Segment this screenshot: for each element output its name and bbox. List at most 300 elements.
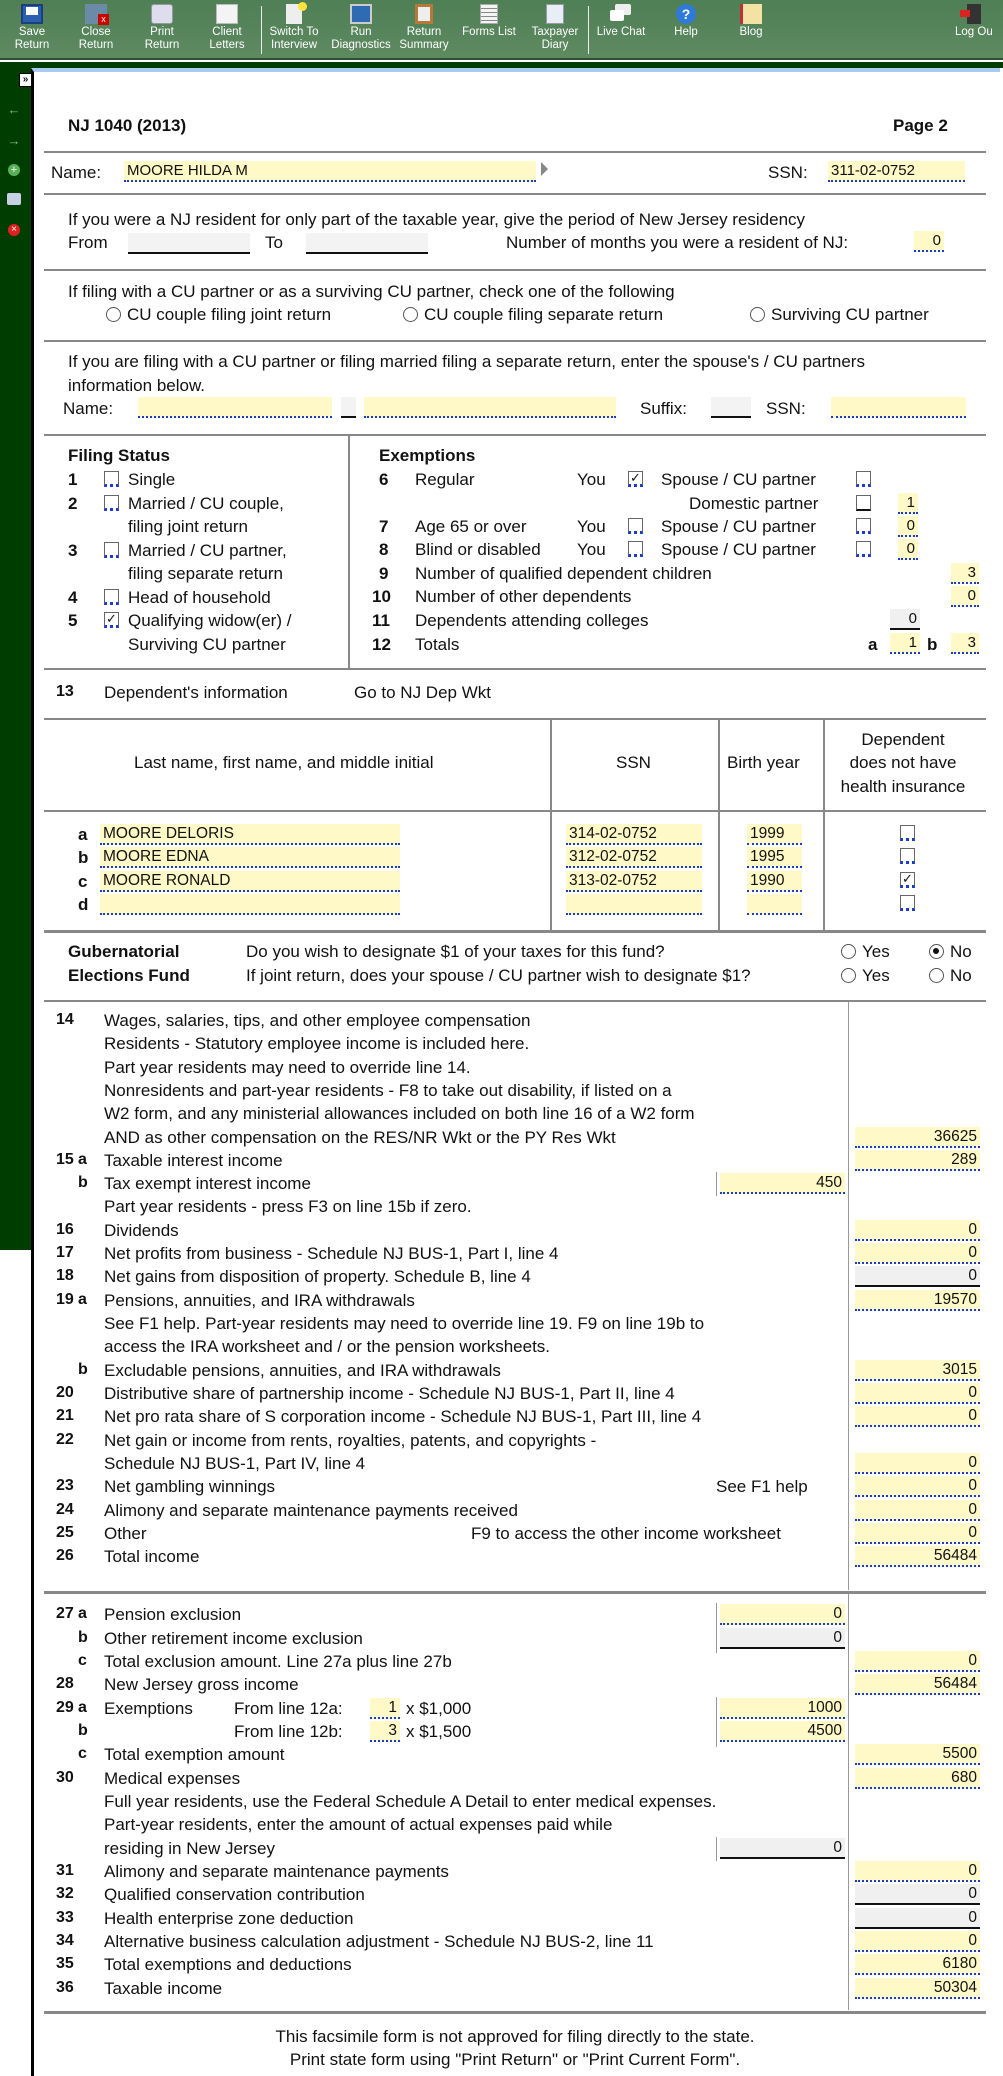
- name-label: Name:: [51, 163, 102, 182]
- no-insurance-checkbox[interactable]: [900, 895, 915, 911]
- switch-to-interview-button[interactable]: Switch To Interview: [263, 4, 325, 52]
- dependent-ssn-field[interactable]: [566, 894, 702, 915]
- toolbar: [0, 0, 1003, 60]
- forward-arrow-icon[interactable]: →: [7, 133, 21, 148]
- line-number: 15: [56, 1151, 74, 1168]
- line-12b-label: b: [927, 635, 938, 654]
- spouse-instructions: If you are filing with a CU partner or filing married filing a separate return, enter the spouse's / CU partners: [68, 352, 865, 371]
- line-label: Excludable pensions, annuities, and IRA withdrawals: [104, 1361, 501, 1380]
- line-label: Health enterprise zone deduction: [104, 1909, 354, 1928]
- line-14-field[interactable]: 36625: [855, 1127, 980, 1148]
- dependent-birth-year-field[interactable]: 1995: [747, 847, 802, 868]
- line-14-text: AND as other compensation on the RES/NR Wkt or the PY Res Wkt: [104, 1127, 616, 1147]
- line-27c-field[interactable]: 0: [855, 1651, 980, 1672]
- domestic-partner-label: Domestic partner: [689, 494, 819, 513]
- filing-status-title: Filing Status: [68, 446, 170, 465]
- close-return-button[interactable]: x Close Return: [65, 4, 127, 52]
- line-sub-letter: a: [78, 1605, 87, 1622]
- from-label: From: [68, 233, 108, 252]
- line-27a-field[interactable]: 0: [720, 1604, 845, 1625]
- dependent-name-field[interactable]: MOORE DELORIS: [100, 824, 400, 845]
- filing-status-label: Surviving CU partner: [128, 635, 286, 654]
- live-chat-button[interactable]: Live Chat: [590, 4, 652, 39]
- line-16-field[interactable]: 0: [855, 1220, 980, 1241]
- line-number: 21: [56, 1407, 74, 1424]
- column-divider: [716, 1697, 717, 1747]
- line-label: Exemptions: [104, 1699, 193, 1718]
- line-number: 9: [379, 564, 389, 583]
- line-sub-letter: b: [78, 1174, 88, 1191]
- line-19a-field[interactable]: 19570: [855, 1290, 980, 1311]
- line-21-field[interactable]: 0: [855, 1406, 980, 1427]
- spouse-middle-initial-field[interactable]: [341, 397, 356, 418]
- forms-list-button[interactable]: Forms List: [458, 4, 520, 39]
- line-28-field[interactable]: 56484: [855, 1674, 980, 1695]
- column-divider: [348, 436, 350, 668]
- line-number: 27: [56, 1605, 74, 1622]
- line-32-field[interactable]: 0: [855, 1884, 980, 1905]
- dependent-birth-year-field[interactable]: [747, 894, 802, 915]
- spouse-last-name-field[interactable]: [138, 397, 332, 418]
- line-label: Total exemption amount: [104, 1745, 285, 1764]
- gubernatorial-question-2: If joint return, does your spouse / CU partner wish to designate $1?: [246, 966, 751, 985]
- spouse-first-name-field[interactable]: [364, 397, 616, 418]
- line-number: 36: [56, 1979, 74, 1996]
- dependent-name-field[interactable]: MOORE EDNA: [100, 847, 400, 868]
- dependent-birth-year-field[interactable]: 1999: [747, 824, 802, 845]
- divider: [44, 151, 986, 153]
- line-19-note: access the IRA worksheet and / or the pension worksheets.: [104, 1337, 551, 1356]
- line-label: Number of qualified dependent children: [415, 564, 712, 583]
- filing-status-label: Married / CU partner,: [128, 541, 287, 560]
- divider: [44, 269, 986, 271]
- return-summary-button[interactable]: Return Summary: [393, 4, 455, 52]
- divider: [44, 810, 986, 812]
- line-14-text: Wages, salaries, tips, and other employee compensation: [104, 1011, 531, 1030]
- dependents-title: Dependent's information: [104, 683, 288, 702]
- line-14-text: Nonresidents and part-year residents - F8 to take out disability, if listed on a: [104, 1080, 672, 1100]
- divider: [44, 930, 986, 933]
- line-number: 34: [56, 1932, 74, 1949]
- column-header-insurance: does not have: [849, 753, 957, 772]
- filing-status-label: Single: [128, 470, 176, 489]
- page-number: Page 2: [893, 116, 948, 135]
- spouse-instructions-2: information below.: [68, 376, 206, 395]
- suffix-label: Suffix:: [640, 399, 687, 418]
- back-arrow-icon[interactable]: ←: [7, 102, 21, 117]
- line-sub-letter: a: [78, 1291, 87, 1308]
- divider: [44, 193, 986, 195]
- line-label: Taxable interest income: [104, 1151, 283, 1170]
- line-label: Age 65 or over: [415, 517, 527, 536]
- footer-disclaimer: Print state form using "Print Return" or "Print Current Form".: [289, 2050, 741, 2069]
- help-button[interactable]: ? Help: [674, 6, 698, 38]
- line-label: Medical expenses: [104, 1769, 241, 1788]
- divider: [44, 718, 986, 720]
- line-number: 20: [56, 1384, 74, 1401]
- line-sub-letter: b: [78, 1629, 88, 1646]
- months-label: Number of months you were a resident of NJ:: [506, 233, 849, 252]
- clipboard-icon: [415, 4, 433, 24]
- line-31-field[interactable]: 0: [855, 1861, 980, 1882]
- line-20-field[interactable]: 0: [855, 1383, 980, 1404]
- cu-separate-radio[interactable]: [403, 307, 418, 322]
- yes-label: Yes: [862, 942, 890, 961]
- row-letter: c: [78, 872, 88, 891]
- blog-button[interactable]: Blog: [720, 4, 782, 39]
- filing-status-married-separate-checkbox[interactable]: [104, 542, 119, 558]
- dependent-ssn-field[interactable]: 312-02-0752: [566, 847, 702, 868]
- you-label: You: [577, 470, 606, 489]
- line-19b-field[interactable]: 3015: [855, 1360, 980, 1381]
- line-label: Alternative business calculation adjustment - Schedule NJ BUS-2, line 11: [104, 1932, 654, 1951]
- ssn-label: SSN:: [768, 163, 808, 182]
- line-14-text: Part year residents may need to override line 14.: [104, 1057, 471, 1077]
- cu-separate-label: CU couple filing separate return: [424, 305, 664, 324]
- line-label: Tax exempt interest income: [104, 1174, 311, 1193]
- spouse-ssn-label: SSN:: [766, 399, 806, 418]
- line-18-field[interactable]: 0: [855, 1266, 980, 1287]
- line-number: 23: [56, 1477, 74, 1494]
- age65-you-checkbox[interactable]: [628, 518, 643, 534]
- column-header-insurance: Dependent: [861, 730, 945, 749]
- line-22-field[interactable]: 0: [855, 1453, 980, 1474]
- line-number: 30: [56, 1769, 74, 1786]
- line-27b-field[interactable]: 0: [720, 1628, 845, 1649]
- column-header-birth-year: Birth year: [727, 753, 800, 772]
- printer-icon: [151, 4, 173, 24]
- multiplier-label: x $1,000: [406, 1699, 472, 1718]
- line-8-total-field[interactable]: 0: [898, 539, 918, 560]
- you-label: You: [577, 540, 606, 559]
- domestic-partner-checkbox[interactable]: [856, 495, 871, 511]
- line-35-field[interactable]: 6180: [855, 1954, 980, 1975]
- dependent-name-field[interactable]: [100, 894, 400, 915]
- line-label: Net gain or income from rents, royalties, patents, and copyrights -: [104, 1431, 597, 1450]
- line-number: 35: [56, 1955, 74, 1972]
- name-arrow-icon[interactable]: [541, 162, 548, 176]
- line-29a-field[interactable]: 1000: [720, 1698, 845, 1719]
- cu-instructions: If filing with a CU partner or as a surviving CU partner, check one of the following: [68, 282, 675, 301]
- divider: [44, 340, 986, 342]
- notepad-pencil-icon: [546, 4, 564, 24]
- line-7-total-field[interactable]: 0: [898, 516, 918, 537]
- line-number: 11: [372, 611, 390, 630]
- divider: [44, 2011, 986, 2014]
- filing-status-label: Head of household: [128, 588, 271, 607]
- column-header-insurance: health insurance: [840, 777, 966, 796]
- form-title: NJ 1040 (2013): [68, 116, 187, 135]
- line-30-note: Full year residents, use the Federal Schedule A Detail to enter medical expenses.: [104, 1792, 717, 1811]
- dependent-ssn-field[interactable]: 313-02-0752: [566, 871, 702, 892]
- cu-joint-radio[interactable]: [106, 307, 121, 322]
- you-label: You: [577, 517, 606, 536]
- client-letters-button[interactable]: Client Letters: [196, 4, 258, 52]
- row-letter: a: [78, 825, 88, 844]
- surviving-cu-label: Surviving CU partner: [771, 305, 929, 324]
- spouse-ssn-field[interactable]: [831, 397, 966, 418]
- print-icon[interactable]: [7, 193, 21, 205]
- print-return-button[interactable]: Print Return: [131, 4, 193, 52]
- line-24-field[interactable]: 0: [855, 1500, 980, 1521]
- no-label: No: [950, 966, 972, 985]
- line-6-total-field[interactable]: 1: [898, 493, 918, 514]
- line-number: 33: [56, 1909, 74, 1926]
- line-label: Qualified conservation contribution: [104, 1885, 365, 1904]
- to-label: To: [265, 233, 283, 252]
- line-number: 14: [56, 1011, 74, 1028]
- column-header-name: Last name, first name, and middle initial: [134, 753, 434, 772]
- line-number: 29: [56, 1699, 74, 1716]
- line-label: Alimony and separate maintenance payments: [104, 1862, 449, 1881]
- line-9-field[interactable]: 3: [951, 563, 979, 584]
- line-label: Total exemptions and deductions: [104, 1955, 352, 1974]
- line-label: Regular: [415, 470, 475, 489]
- divider: [44, 668, 986, 670]
- line-number: 24: [56, 1501, 74, 1518]
- folder-close-icon: x: [85, 4, 107, 24]
- line-12b-field[interactable]: 3: [951, 633, 979, 654]
- column-divider: [823, 720, 825, 930]
- line-number: 6: [379, 470, 389, 489]
- divider: [44, 434, 986, 436]
- no-insurance-checkbox[interactable]: ✓: [900, 872, 915, 888]
- line-number: 16: [56, 1221, 74, 1238]
- line-30-field[interactable]: 680: [855, 1768, 980, 1789]
- months-resident-field[interactable]: 0: [914, 231, 944, 252]
- line-label: Dividends: [104, 1221, 179, 1240]
- gubernatorial-question-1: Do you wish to designate $1 of your taxes for this fund?: [246, 942, 665, 961]
- expand-panel-button[interactable]: »: [19, 73, 32, 87]
- line-14-text: Residents - Statutory employee income is included here.: [104, 1034, 530, 1054]
- line-34-field[interactable]: 0: [855, 1931, 980, 1952]
- dependent-birth-year-field[interactable]: 1990: [747, 871, 802, 892]
- line-number: 1: [68, 470, 78, 489]
- logout-door-icon: [967, 4, 981, 24]
- line-number: 28: [56, 1675, 74, 1692]
- line-sub-letter: b: [78, 1722, 88, 1739]
- footer-disclaimer: This facsimile form is not approved for filing directly to the state.: [275, 2027, 755, 2046]
- line-number: 22: [56, 1431, 74, 1448]
- save-return-button[interactable]: Save Return: [1, 4, 63, 52]
- q1-no-radio[interactable]: [929, 944, 944, 959]
- cu-joint-label: CU couple filing joint return: [127, 305, 332, 324]
- line-30-py-field[interactable]: 0: [720, 1838, 845, 1859]
- line-29a-count-field[interactable]: 1: [370, 1698, 400, 1719]
- toolbar-separator: [588, 6, 589, 54]
- row-letter: b: [78, 848, 89, 867]
- line-29c-field[interactable]: 5500: [855, 1744, 980, 1765]
- line-label: Pension exclusion: [104, 1605, 242, 1624]
- line-12a-label: a: [868, 635, 878, 654]
- line-number: 8: [379, 540, 389, 559]
- line-label: Totals: [415, 635, 460, 654]
- regular-spouse-checkbox[interactable]: [856, 471, 871, 487]
- line-number: 7: [379, 517, 389, 536]
- line-sub-letter: a: [78, 1151, 87, 1168]
- line-label: Distributive share of partnership income - Schedule NJ BUS-1, Part II, line 4: [104, 1384, 675, 1403]
- divider: [44, 1000, 986, 1002]
- line-label: Total income: [104, 1547, 200, 1566]
- line-number: 19: [56, 1291, 74, 1308]
- line-19-note: See F1 help. Part-year residents may need to override line 19. F9 on line 19b to: [104, 1314, 705, 1333]
- filing-status-married-joint-checkbox[interactable]: [104, 495, 119, 511]
- exemptions-title: Exemptions: [379, 446, 476, 465]
- line-label: Number of other dependents: [415, 587, 632, 606]
- spouse-suffix-field[interactable]: [711, 397, 751, 418]
- column-divider: [848, 1594, 849, 2010]
- floppy-disk-icon: [21, 4, 43, 24]
- line-number: 18: [56, 1267, 74, 1284]
- column-divider: [848, 1002, 849, 1590]
- column-divider: [550, 720, 552, 930]
- go-to-dep-wkt-link[interactable]: Go to NJ Dep Wkt: [354, 683, 491, 702]
- row-letter: d: [78, 895, 89, 914]
- line-number: 25: [56, 1524, 74, 1541]
- line-23-field[interactable]: 0: [855, 1476, 980, 1497]
- line-number: 31: [56, 1862, 74, 1879]
- sidebar: [0, 62, 31, 1250]
- line-25-field[interactable]: 0: [855, 1523, 980, 1544]
- line-label: Net gambling winnings: [104, 1477, 276, 1496]
- line-label: Pensions, annuities, and IRA withdrawals: [104, 1291, 415, 1310]
- spouse-name-label: Name:: [63, 399, 114, 418]
- line-33-field[interactable]: 0: [855, 1908, 980, 1929]
- line-sub-letter: a: [78, 1699, 87, 1716]
- line-14-text: W2 form, and any ministerial allowances included on both line 16 of a W2 form: [104, 1104, 695, 1124]
- filing-status-head-of-household-checkbox[interactable]: [104, 589, 119, 605]
- line-sub-letter: b: [78, 1361, 88, 1378]
- run-diagnostics-button[interactable]: Run Diagnostics: [328, 4, 394, 52]
- envelope-icon: [216, 4, 238, 24]
- line-label: New Jersey gross income: [104, 1675, 299, 1694]
- scroll-icon: [740, 4, 762, 24]
- column-header-ssn: SSN: [616, 753, 651, 772]
- taxpayer-name-field[interactable]: MOORE HILDA M: [124, 161, 536, 182]
- add-icon[interactable]: +: [8, 164, 20, 176]
- line-number: 2: [68, 494, 78, 513]
- spouse-label: Spouse / CU partner: [661, 540, 816, 559]
- column-divider: [716, 1603, 717, 1653]
- line-label: Net pro rata share of S corporation income - Schedule NJ BUS-1, Part III, line 4: [104, 1407, 702, 1426]
- dependent-ssn-field[interactable]: 314-02-0752: [566, 824, 702, 845]
- line-number: 12: [372, 635, 391, 654]
- line-sub-letter: c: [78, 1745, 87, 1762]
- list-icon: [480, 4, 498, 24]
- filing-status-label: filing joint return: [128, 517, 249, 536]
- from-line-label: From line 12b:: [234, 1722, 343, 1741]
- log-out-button[interactable]: Log Ou: [955, 4, 1003, 39]
- yes-label: Yes: [862, 966, 890, 985]
- surviving-cu-radio[interactable]: [750, 307, 765, 322]
- line-11-field[interactable]: 0: [890, 609, 920, 630]
- spouse-label: Spouse / CU partner: [661, 517, 816, 536]
- line-30-note: Part-year residents, enter the amount of actual expenses paid while: [104, 1815, 613, 1834]
- line-10-field[interactable]: 0: [951, 586, 979, 607]
- line-23-hint: See F1 help: [716, 1477, 808, 1496]
- column-divider: [716, 1837, 717, 1861]
- filing-status-label: filing separate return: [128, 564, 283, 583]
- line-label: Total exclusion amount. Line 27a plus line 27b: [104, 1652, 452, 1671]
- q2-yes-radio[interactable]: [841, 968, 856, 983]
- blind-you-checkbox[interactable]: [628, 541, 643, 557]
- chat-bubbles-icon: [610, 4, 632, 24]
- line-15b-note: Part year residents - press F3 on line 15b if zero.: [104, 1197, 472, 1216]
- line-12a-field[interactable]: 1: [890, 633, 920, 654]
- column-divider: [716, 1172, 717, 1196]
- line-number: 10: [372, 587, 391, 606]
- line-number: 17: [56, 1244, 74, 1261]
- filing-status-qualifying-widow-checkbox[interactable]: ✓: [104, 612, 119, 628]
- line-label: Dependents attending colleges: [415, 611, 649, 630]
- line-36-field[interactable]: 50304: [855, 1978, 980, 1999]
- line-label: Alimony and separate maintenance payments received: [104, 1501, 518, 1520]
- help-icon: ?: [676, 4, 696, 24]
- line-label: Other retirement income exclusion: [104, 1629, 363, 1648]
- line-15a-field[interactable]: 289: [855, 1150, 980, 1171]
- line-26-field[interactable]: 56484: [855, 1546, 980, 1567]
- q1-yes-radio[interactable]: [841, 944, 856, 959]
- line-number: 32: [56, 1885, 74, 1902]
- regular-you-checkbox[interactable]: ✓: [628, 471, 643, 487]
- line-25-hint: F9 to access the other income worksheet: [471, 1524, 781, 1543]
- line-label: Blind or disabled: [415, 540, 541, 559]
- age65-spouse-checkbox[interactable]: [856, 518, 871, 534]
- line-number: 5: [68, 611, 78, 630]
- line-number: 26: [56, 1547, 74, 1564]
- filing-status-label: Married / CU couple,: [128, 494, 284, 513]
- line-29b-field[interactable]: 4500: [720, 1721, 845, 1742]
- line-number: 13: [56, 683, 74, 700]
- residency-from-field[interactable]: [128, 233, 250, 254]
- dependent-name-field[interactable]: MOORE RONALD: [100, 871, 400, 892]
- q2-no-radio[interactable]: [929, 968, 944, 983]
- line-label: Taxable income: [104, 1979, 223, 1998]
- taxpayer-diary-button[interactable]: Taxpayer Diary: [524, 4, 586, 52]
- line-30-note: residing in New Jersey: [104, 1839, 276, 1858]
- residency-to-field[interactable]: [306, 233, 428, 254]
- line-label: Other: [104, 1524, 147, 1543]
- line-number: 4: [68, 588, 78, 607]
- filing-status-single-checkbox[interactable]: [104, 471, 119, 487]
- no-insurance-checkbox[interactable]: [900, 848, 915, 864]
- taxpayer-ssn-field[interactable]: 311-02-0752: [828, 161, 965, 182]
- residency-instructions: If you were a NJ resident for only part of the taxable year, give the period of New Jersey residency: [68, 210, 806, 229]
- toolbar-separator: [261, 6, 262, 54]
- gubernatorial-title: Elections Fund: [68, 966, 190, 985]
- no-insurance-checkbox[interactable]: [900, 825, 915, 841]
- gubernatorial-title: Gubernatorial: [68, 942, 180, 961]
- line-17-field[interactable]: 0: [855, 1243, 980, 1264]
- line-label: Net gains from disposition of property. Schedule B, line 4: [104, 1267, 531, 1286]
- line-29b-count-field[interactable]: 3: [370, 1721, 400, 1742]
- document-light-icon: [286, 4, 302, 24]
- no-label: No: [950, 942, 972, 961]
- multiplier-label: x $1,500: [406, 1722, 472, 1741]
- from-line-label: From line 12a:: [234, 1699, 343, 1718]
- line-sub-letter: c: [78, 1652, 87, 1669]
- line-number: 3: [68, 541, 78, 560]
- column-divider: [718, 720, 720, 930]
- line-22-label: Schedule NJ BUS-1, Part IV, line 4: [104, 1454, 366, 1473]
- divider: [44, 1591, 986, 1594]
- line-15b-field[interactable]: 450: [720, 1173, 845, 1194]
- line-label: Net profits from business - Schedule NJ BUS-1, Part I, line 4: [104, 1244, 559, 1263]
- spouse-label: Spouse / CU partner: [661, 470, 816, 489]
- blind-spouse-checkbox[interactable]: [856, 541, 871, 557]
- delete-icon[interactable]: ×: [8, 224, 20, 236]
- monitor-icon: [350, 4, 372, 24]
